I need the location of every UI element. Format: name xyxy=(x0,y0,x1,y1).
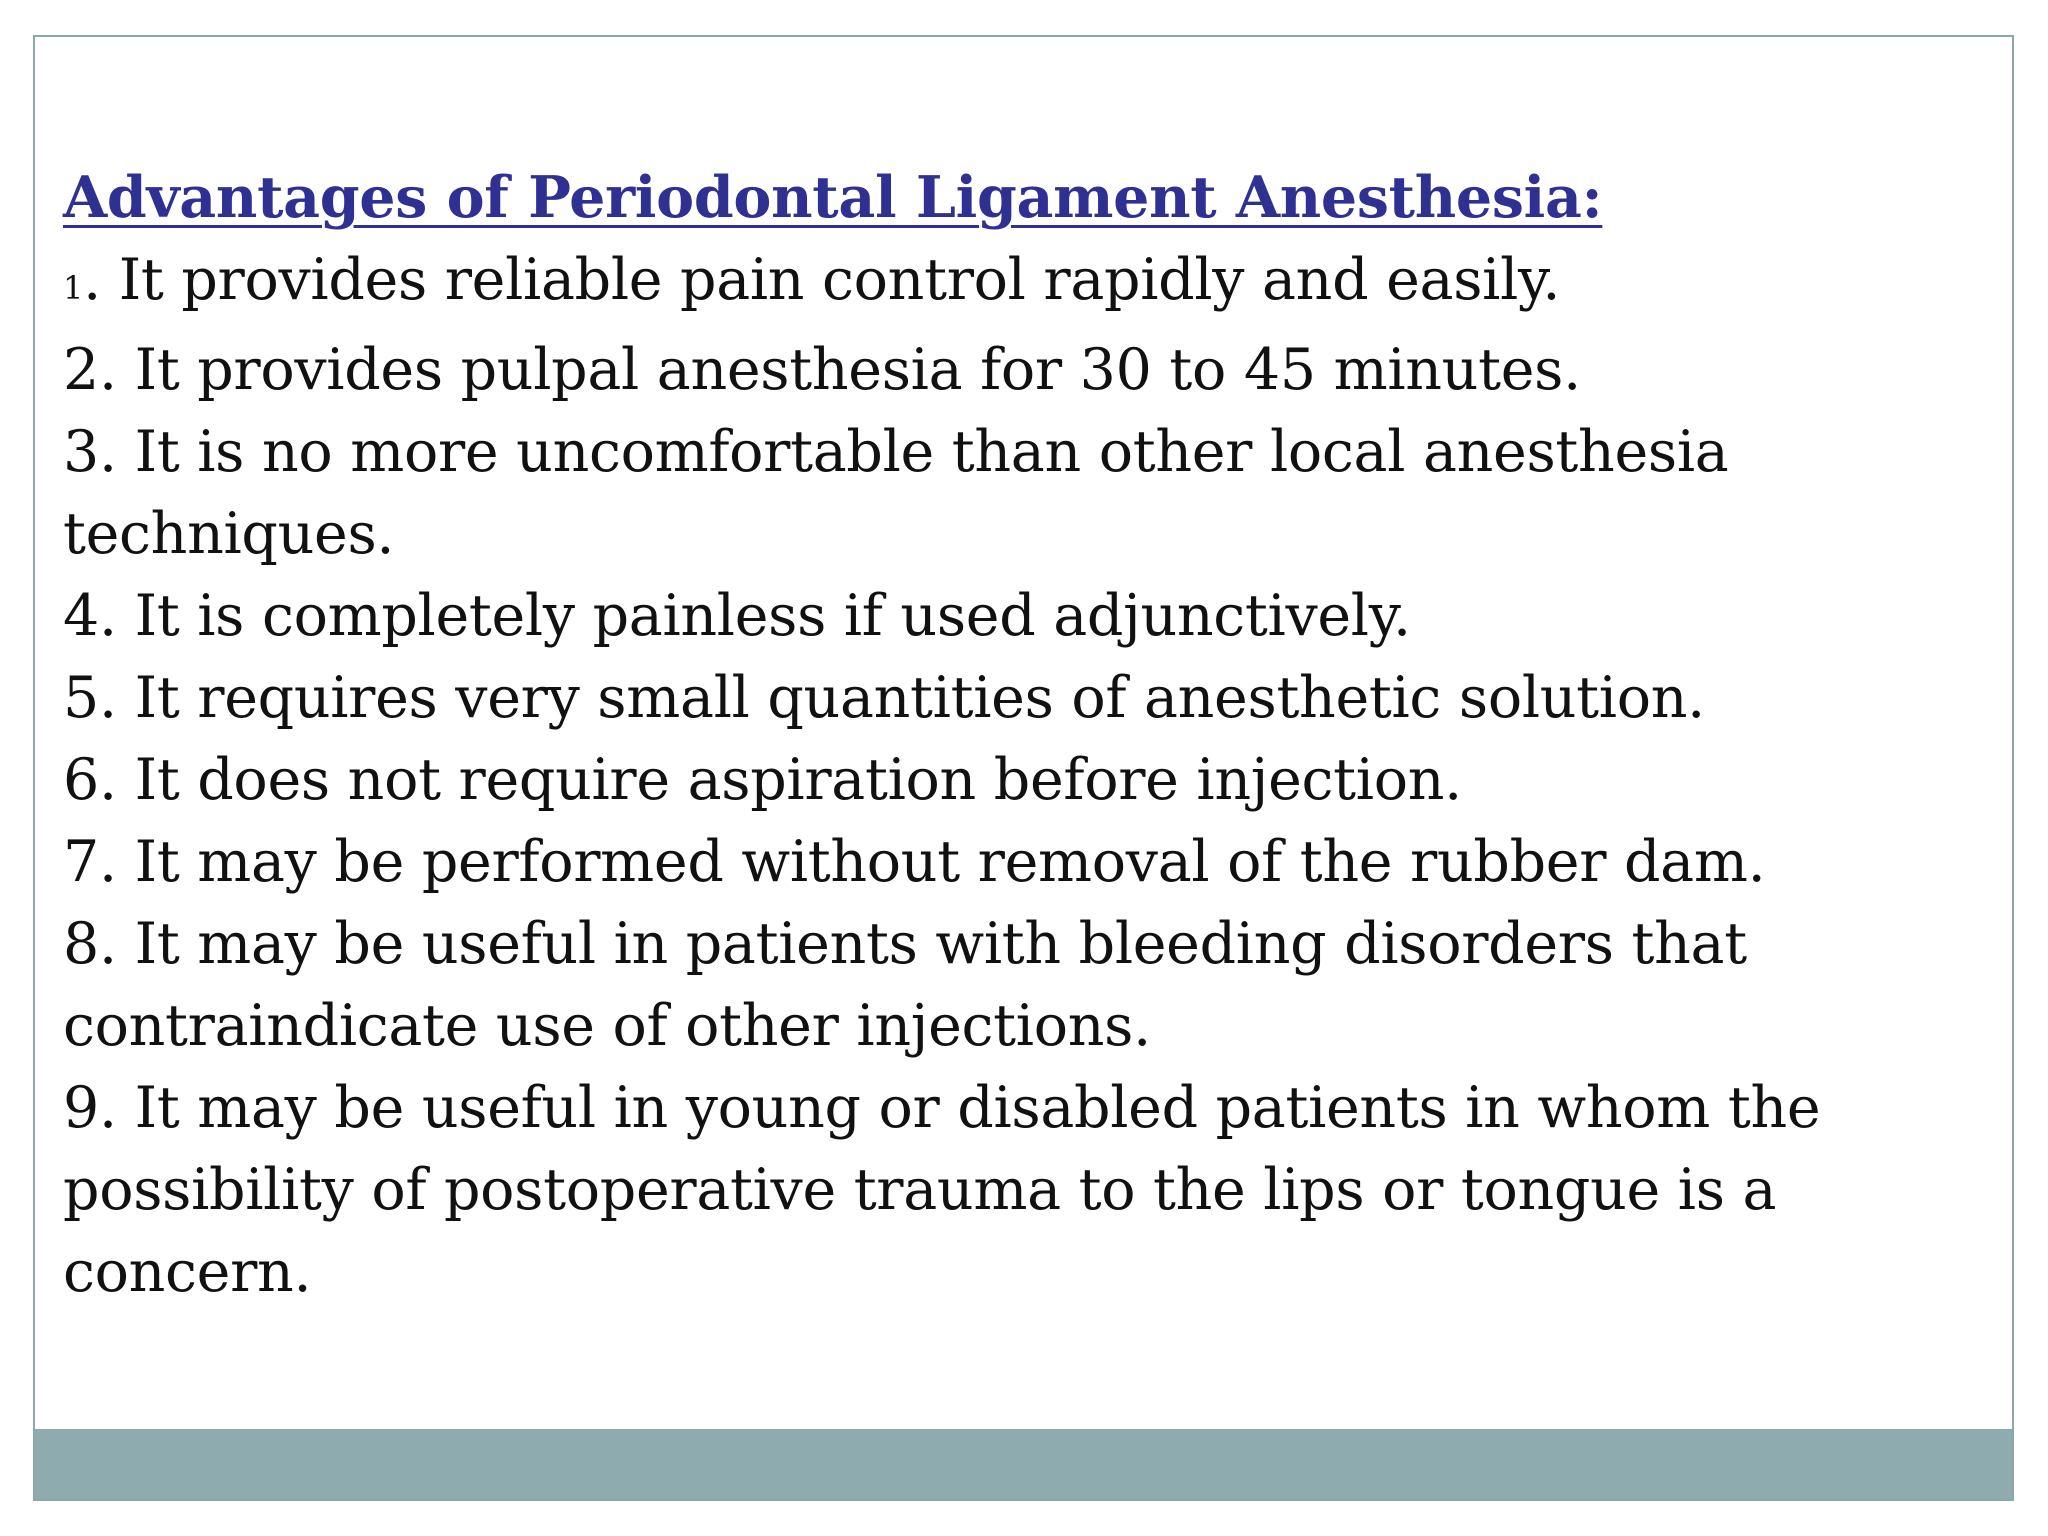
item-text: . It is completely painless if used adjunctively. xyxy=(98,583,1411,649)
list-item-4 xyxy=(63,575,1983,657)
item-number: 3 xyxy=(63,419,99,485)
list-item-9 xyxy=(63,1067,1983,1313)
item-number: 4 xyxy=(63,583,99,649)
item-number: 7 xyxy=(63,829,99,895)
footer-band xyxy=(35,1429,2012,1499)
list-item-8 xyxy=(63,903,1983,1067)
item-number: 9 xyxy=(63,1075,99,1141)
item-number: 2 xyxy=(63,337,99,403)
slide-content xyxy=(63,157,1983,1313)
item-text: . It requires very small quantities of anesthetic solution. xyxy=(98,665,1705,731)
item-text: . It may be useful in patients with bleeding disorders that contraindicate use of other injections. xyxy=(63,911,1747,1059)
list-item-7 xyxy=(63,821,1983,903)
item-text: . It is no more uncomfortable than other local anesthesia techniques. xyxy=(63,419,1729,567)
list-item-1 xyxy=(63,239,1983,329)
list-item-3 xyxy=(63,411,1983,575)
item-text: . It does not require aspiration before injection. xyxy=(98,747,1462,813)
list-item-2 xyxy=(63,329,1983,411)
item-number: 5 xyxy=(63,665,99,731)
item-number: 1 xyxy=(63,269,84,307)
list-item-5 xyxy=(63,657,1983,739)
slide-title: Advantages of Periodontal Ligament Anesthesia: xyxy=(63,164,1603,231)
item-number: 8 xyxy=(63,911,99,977)
item-number: 6 xyxy=(63,747,99,813)
item-text: . It provides reliable pain control rapidly and easily. xyxy=(83,247,1561,313)
list-item-6 xyxy=(63,739,1983,821)
slide-frame xyxy=(33,35,2014,1501)
item-text: . It may be performed without removal of the rubber dam. xyxy=(98,829,1766,895)
item-text: . It may be useful in young or disabled patients in whom the possibility of postoperative trauma to the lips or tongue is a concern. xyxy=(63,1075,1821,1305)
item-text: . It provides pulpal anesthesia for 30 to 45 minutes. xyxy=(98,337,1581,403)
